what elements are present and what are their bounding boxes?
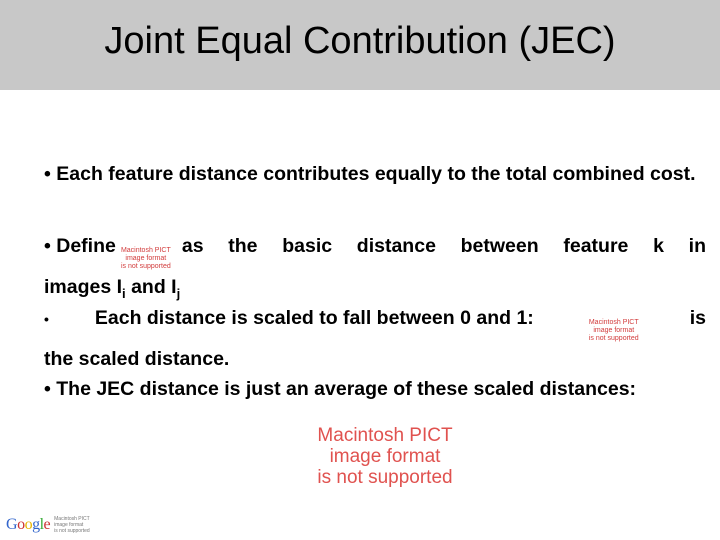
define-label: • Define xyxy=(44,235,116,257)
bullet-dot: • xyxy=(44,311,49,327)
google-logo: Google xyxy=(6,516,51,533)
scaled-line2: the scaled distance. xyxy=(44,348,230,370)
pict-placeholder-small: Macintosh PICT image format is not supported xyxy=(120,247,171,270)
scaled-is: is xyxy=(689,307,706,329)
page-title: Joint Equal Contribution (JEC) xyxy=(104,20,616,62)
define-images-line: images $I_i$ and $I_j$ xyxy=(44,276,181,301)
bullet-scaled xyxy=(44,304,706,373)
pict-placeholder-large: Macintosh PICT image format is not supported xyxy=(317,425,453,488)
bullet-equal-contribution: • Each feature distance contributes equally to the total combined cost. xyxy=(44,163,696,185)
scaled-text: Each distance is scaled to fall between 0 and 1: xyxy=(94,307,534,329)
pict-placeholder-small-2: Macintosh PICT image format is not supported xyxy=(588,319,639,342)
define-text: as the basic distance between feature k in xyxy=(181,235,706,257)
bullet-define xyxy=(44,232,706,308)
bullet-jec-average: • The JEC distance is just an average of these scaled distances: xyxy=(44,378,637,400)
google-pict-note: Macintosh PICT image format is not supported xyxy=(54,516,90,534)
google-footer xyxy=(6,516,90,534)
